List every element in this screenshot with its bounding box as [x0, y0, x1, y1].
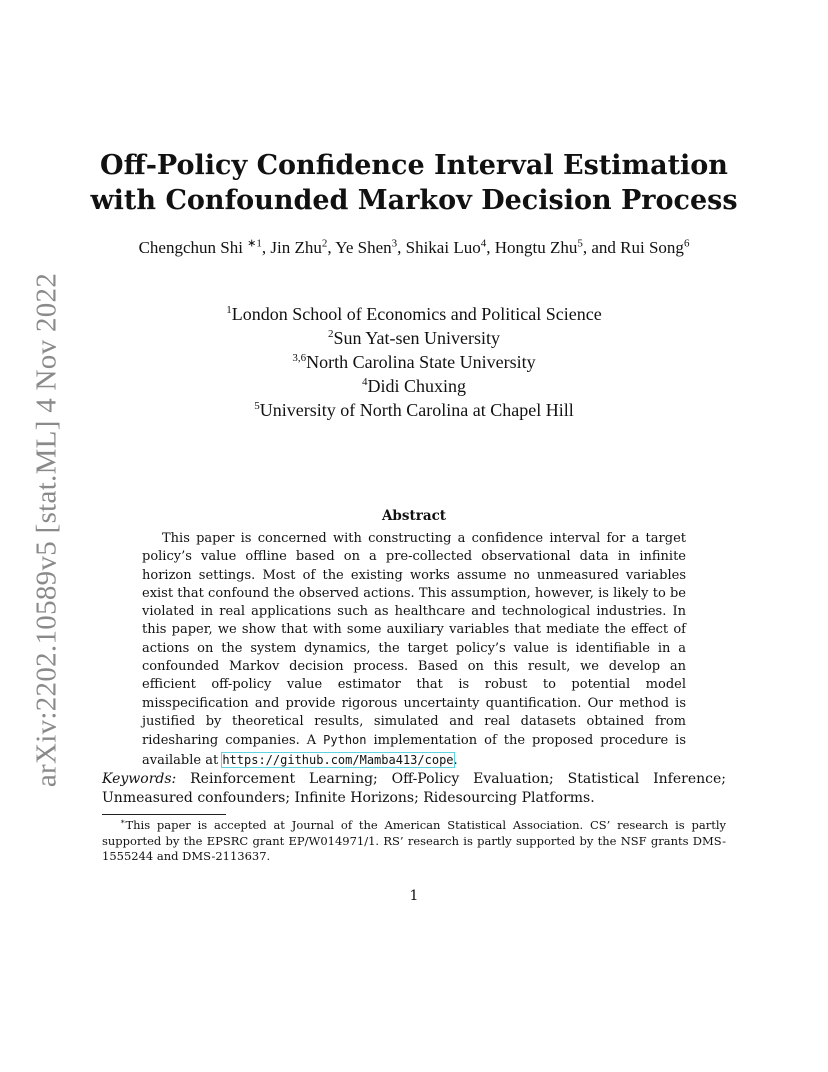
- affiliation-name: Sun Yat-sen University: [333, 328, 500, 348]
- author-separator: , and: [582, 238, 621, 257]
- author: [495, 238, 620, 257]
- affiliation: [0, 302, 828, 326]
- title-line-1: Off-Policy Confidence Interval Estimation: [100, 150, 728, 181]
- page-number: 1: [409, 888, 419, 904]
- affiliation-mark: 3,6: [292, 352, 307, 364]
- author-name: Hongtu Zhu: [494, 238, 578, 257]
- abstract-heading: Abstract: [381, 508, 447, 524]
- author: [139, 238, 271, 257]
- abstract-text: This paper is concerned with constructing a confidence interval for a target policy’s value offline based on a pre-collected observational data in infinite horizon settings. Most of the existing works assume no unmeasured variables exist that confound the observed actions. This assumption, however, is likely to be violated in real applications such as healthcare and technological industries. In this paper, we show that with some auxiliary variables that mediate the effect of actions on the system dynamics, the target policy’s value is identifiable in a confounded Markov decision process. Based on this result, we develop an efficient off-policy value estimator that is robust to potential model misspecification and provide rigorous uncertainty quantification. Our method is justified by theoretical results, simulated and real datasets obtained from ridesharing companies. A: [142, 531, 686, 749]
- author-separator: ,: [327, 238, 336, 257]
- author: [335, 238, 405, 257]
- affiliation-mark: 2: [327, 328, 334, 340]
- author-mark: 3: [391, 237, 398, 250]
- footnote-divider: [102, 814, 226, 815]
- affiliation-name: University of North Carolina at Chapel Hill: [259, 400, 574, 420]
- affiliation: [0, 326, 828, 350]
- affiliation: [0, 374, 828, 398]
- abstract-body: [142, 530, 686, 770]
- keywords-text: Reinforcement Learning; Off-Policy Evaluation; Statistical Inference; Unmeasured confounders; Infinite Horizons; Ridesourcing Platforms.: [102, 771, 726, 806]
- arxiv-identifier-stamp: arXiv:2202.10589v5 [stat.ML] 4 Nov 2022: [30, 272, 63, 788]
- author-mark: ∗1: [247, 237, 262, 250]
- paper-title: [0, 148, 828, 218]
- author-name: Rui Song: [620, 238, 684, 257]
- abstract-text-middle: implementation of the proposed procedure is available at: [142, 733, 686, 768]
- author-name: Ye Shen: [335, 238, 392, 257]
- author: [270, 238, 335, 257]
- footnote-mark: ∗: [120, 817, 126, 827]
- author-name: Jin Zhu: [270, 238, 322, 257]
- affiliation-name: Didi Chuxing: [367, 376, 466, 396]
- author: [406, 238, 495, 257]
- author-mark: 6: [683, 237, 690, 250]
- affiliation-name: London School of Economics and Political Science: [231, 304, 602, 324]
- author-separator: ,: [261, 238, 271, 257]
- author-name: Shikai Luo: [405, 238, 481, 257]
- author-mark: 5: [577, 237, 583, 250]
- author-mark: 2: [321, 237, 328, 250]
- affiliation-list: [0, 302, 828, 422]
- author-separator: ,: [486, 238, 495, 257]
- author-mark: 4: [480, 237, 487, 250]
- abstract-text-end: .: [453, 752, 458, 768]
- author-list: [100, 236, 728, 260]
- title-line-2: with Confounded Markov Decision Process: [90, 185, 738, 216]
- affiliation: [0, 398, 828, 422]
- affiliation-mark: 1: [226, 304, 232, 316]
- author: [620, 238, 689, 257]
- affiliation-mark: 5: [254, 400, 260, 412]
- keywords-label: Keywords:: [102, 771, 177, 787]
- affiliation-name: North Carolina State University: [306, 352, 536, 372]
- affiliation: [0, 350, 828, 374]
- author-name: Chengchun Shi: [138, 238, 243, 257]
- footnote: [102, 818, 726, 865]
- author-separator: ,: [397, 238, 406, 257]
- repository-link[interactable]: https://github.com/Mamba413/cope: [222, 752, 454, 767]
- keywords: [102, 770, 726, 808]
- affiliation-mark: 4: [361, 376, 368, 388]
- footnote-text: This paper is accepted at Journal of the American Statistical Association. CS’ research is partly supported by the EPSRC grant EP/W014971/1. RS’ research is partly supported by the NSF grants DMS-1555244 and DMS-2113637.: [102, 818, 726, 863]
- python-code-word: Python: [323, 733, 367, 748]
